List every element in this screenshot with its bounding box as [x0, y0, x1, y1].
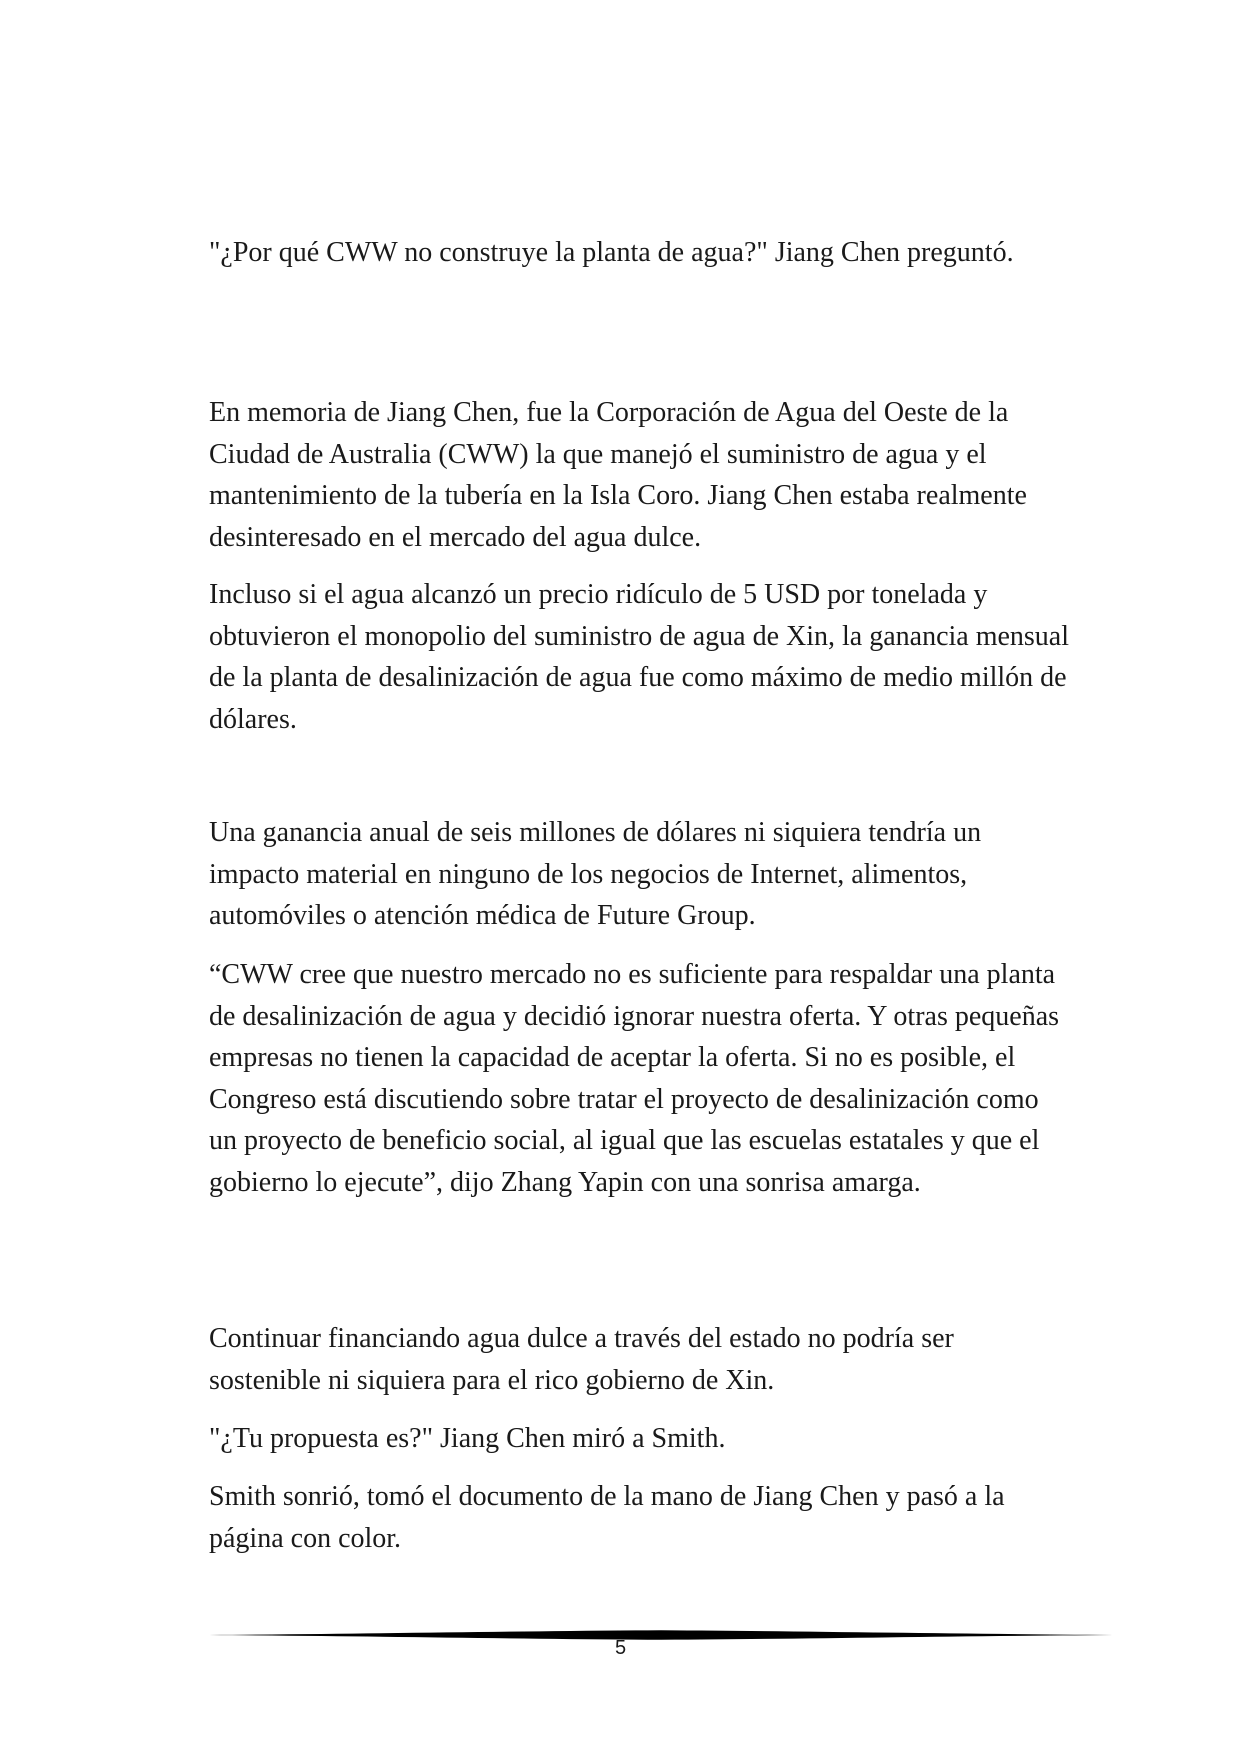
- paragraph-text: “CWW cree que nuestro mercado no es suficiente para respaldar una planta de desalinización de agua y decidió ignorar nuestra oferta. Y otras pequeñas empresas no tienen la capacidad de aceptar la oferta. Si no es posible, el Congreso está discutiendo sobre tratar el proyecto de desalinización como un proyecto de beneficio social, al igual que las escuelas estatales y que el gobierno lo ejecute”, dijo Zhang Yapin con una sonrisa amarga.: [209, 959, 1060, 1198]
- paragraph-text: En memoria de Jiang Chen, fue la Corporación de Agua del Oeste de la Ciudad de Australia (CWW) la que manejó el suministro de agua y el mantenimiento de la tubería en la Isla Coro. Jiang Chen estaba realmente desinteresado en el mercado del agua dulce.: [209, 397, 1027, 553]
- paragraph-text: "¿Tu propuesta es?" Jiang Chen miró a Smith.: [209, 1423, 726, 1454]
- paragraph-3: [209, 574, 1069, 740]
- paragraph-6: [209, 1318, 1069, 1401]
- paragraph-5: [209, 954, 1069, 1203]
- paragraph-1: [209, 232, 1069, 274]
- paragraph-2: [209, 392, 1069, 558]
- paragraph-4: [209, 812, 1069, 937]
- paragraph-text: Continuar financiando agua dulce a través del estado no podría ser sostenible ni siquiera para el rico gobierno de Xin.: [209, 1323, 954, 1396]
- paragraph-text: Incluso si el agua alcanzó un precio ridículo de 5 USD por tonelada y obtuvieron el monopolio del suministro de agua de Xin, la ganancia mensual de la planta de desalinización de agua fue como máximo de medio millón de dólares.: [209, 579, 1070, 735]
- paragraph-7: [209, 1418, 1069, 1460]
- paragraph-text: Una ganancia anual de seis millones de dólares ni siquiera tendría un impacto material en ninguno de los negocios de Internet, alimentos, automóviles o atención médica de Future Group.: [209, 817, 982, 931]
- paragraph-text: "¿Por qué CWW no construye la planta de agua?" Jiang Chen preguntó.: [209, 237, 1014, 268]
- paragraph-8: [209, 1476, 1069, 1559]
- page-number: 5: [614, 1637, 627, 1659]
- paragraph-text: Smith sonrió, tomó el documento de la mano de Jiang Chen y pasó a la página con color.: [209, 1481, 1005, 1554]
